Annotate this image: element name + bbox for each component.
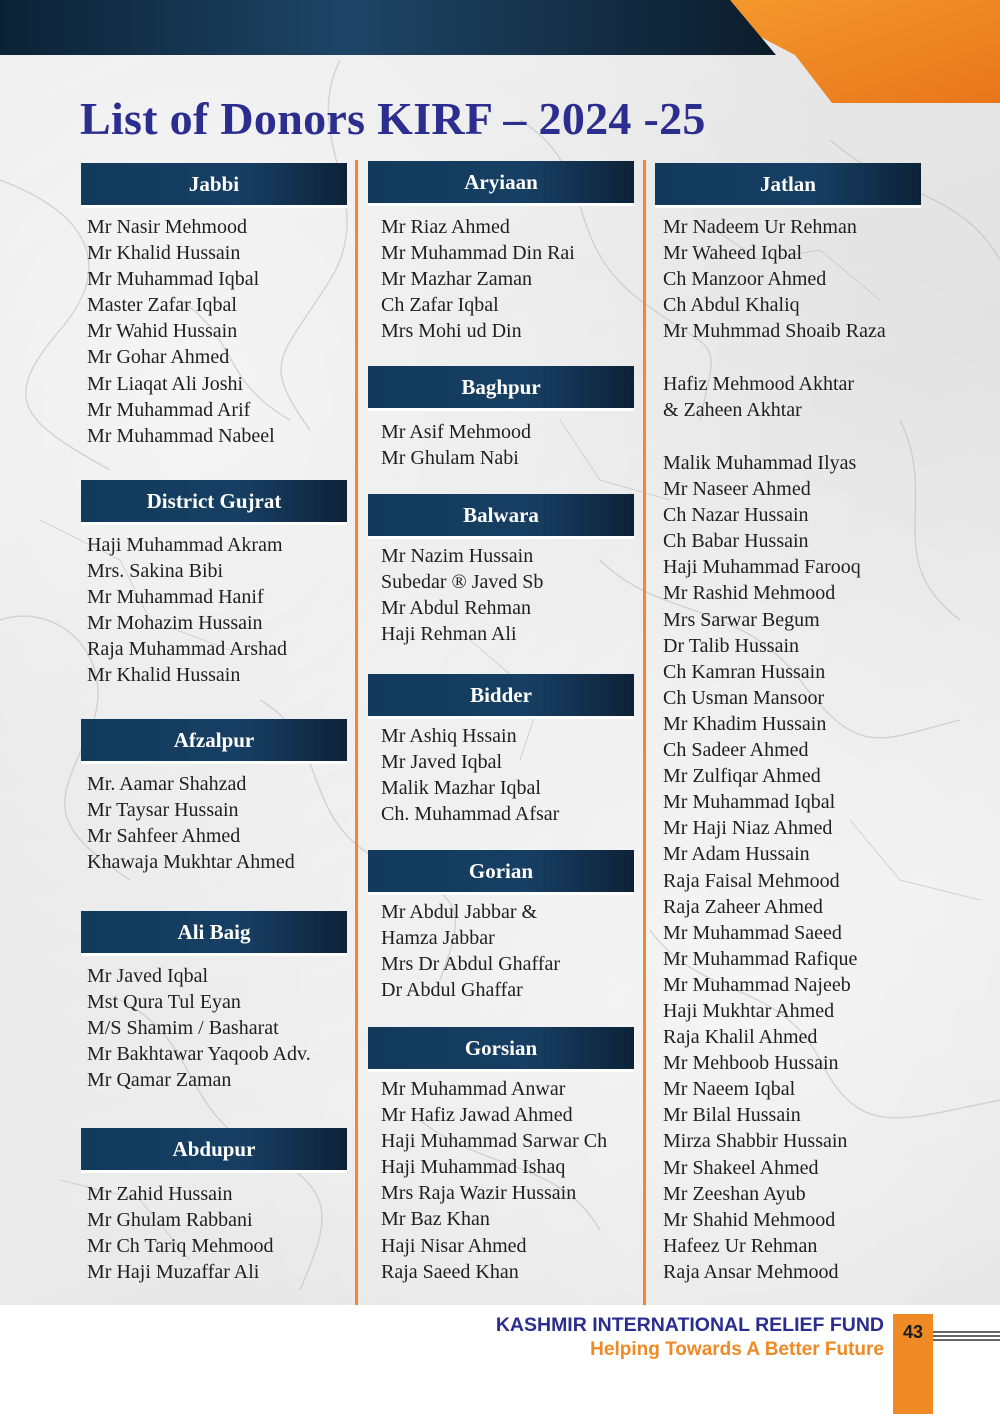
section-header-district-gujrat: District Gujrat (81, 480, 347, 522)
donor-name: Mr Bakhtawar Yaqoob Adv. (87, 1043, 311, 1066)
donor-name: Mr. Aamar Shahzad (87, 773, 247, 795)
donor-list-balwara (381, 543, 543, 647)
section-header-abdupur: Abdupur (81, 1128, 347, 1170)
donor-name: Mr Zulfiqar Ahmed (663, 765, 821, 788)
section-header-bidder: Bidder (368, 674, 634, 716)
donor-name: Haji Mukhtar Ahmed (663, 999, 835, 1022)
donor-name: Hafeez Ur Rehman (663, 1234, 818, 1257)
donor-name: Mr Ch Tariq Mehmood (87, 1235, 274, 1258)
donor-name: Mrs Dr Abdul Ghaffar (381, 953, 561, 976)
donor-name: Mr Ashiq Hssain (381, 725, 517, 747)
donor-name: Mr Muhammad Rafique (663, 947, 858, 970)
donor-name: Dr Talib Hussain (663, 634, 799, 657)
donor-name: Mr Wahid Hussain (87, 320, 238, 343)
donor-name: Mr Muhammad Iqbal (87, 268, 260, 291)
footer-rule-lines (933, 1330, 1000, 1342)
donor-name: Mr Khadim Hussain (663, 712, 827, 735)
page-title: List of Donors KIRF – 2024 -25 (80, 93, 706, 144)
donor-name: Mr Khalid Hussain (87, 242, 241, 265)
donor-name: Mst Qura Tul Eyan (87, 991, 241, 1014)
donor-name: Mr Waheed Iqbal (663, 242, 803, 265)
section-header-ali-baig: Ali Baig (81, 911, 347, 953)
donor-name: Mr Javed Iqbal (381, 751, 503, 774)
donor-name: Mr Abdul Rehman (381, 597, 531, 620)
donor-name: Haji Muhammad Akram (87, 534, 283, 556)
donor-name: Raja Zaheer Ahmed (663, 895, 823, 918)
donor-name: Mr Haji Muzaffar Ali (87, 1261, 260, 1284)
donor-name: Ch Zafar Iqbal (381, 294, 499, 317)
donor-name: Malik Muhammad Ilyas (663, 452, 857, 474)
donor-name: Ch Abdul Khaliq (663, 294, 800, 317)
donor-name: Mr Khalid Hussain (87, 664, 241, 687)
donor-name: Mr Mazhar Zaman (381, 268, 533, 291)
donor-name: Mr Asif Mehmood (381, 421, 531, 443)
donor-name: Mr Muhammad Nabeel (87, 424, 275, 447)
donor-name: Mr Zahid Hussain (87, 1183, 233, 1205)
donor-name: Mr Adam Hussain (663, 843, 810, 866)
donor-name: Mr Mohazim Hussain (87, 612, 263, 635)
organization-name: KASHMIR INTERNATIONAL RELIEF FUND (495, 1314, 884, 1336)
donor-name: Ch Kamran Hussain (663, 660, 826, 683)
donor-name: Haji Rehman Ali (381, 623, 517, 646)
donor-name: Malik Mazhar Iqbal (381, 777, 541, 800)
donor-name: Mr Ghulam Rabbani (87, 1209, 253, 1232)
donor-name: Mr Muhammad Hanif (87, 586, 264, 609)
donor-name: Mr Baz Khan (381, 1208, 490, 1231)
donor-name: Mr Shahid Mehmood (663, 1208, 836, 1231)
donor-list-gorian (381, 899, 560, 1003)
donor-name: Raja Muhammad Arshad (87, 638, 287, 661)
donor-list-bidder (381, 723, 559, 827)
section-header-jatlan: Jatlan (655, 163, 921, 205)
donor-name: Mrs Mohi ud Din (381, 320, 522, 343)
donor-name: M/S Shamim / Basharat (87, 1017, 279, 1040)
donor-list-jatlan-1 (663, 214, 886, 344)
donor-name: Raja Ansar Mehmood (663, 1260, 839, 1283)
donor-name: Subedar ® Javed Sb (381, 571, 544, 594)
donor-list-jatlan-2 (663, 371, 854, 423)
donor-name: Mr Riaz Ahmed (381, 216, 510, 238)
donor-list-jatlan-3 (663, 450, 861, 1285)
donor-list-ali-baig (87, 963, 311, 1093)
donor-name: Mr Muhammad Iqbal (663, 791, 836, 814)
donor-name: Mr Abdul Jabbar & (381, 901, 538, 923)
section-header-aryiaan: Aryiaan (368, 161, 634, 203)
donor-list-jabbi (87, 214, 275, 449)
donor-list-abdupur (87, 1181, 274, 1285)
donor-name: Mr Muhammad Arif (87, 398, 251, 421)
donor-name: Haji Muhammad Sarwar Ch (381, 1130, 608, 1153)
donor-name: Mr Haji Niaz Ahmed (663, 817, 833, 840)
donor-list-gorsian (381, 1076, 607, 1285)
donor-name: Mr Taysar Hussain (87, 799, 239, 822)
donor-name: Mr Naeem Iqbal (663, 1078, 796, 1101)
header-graphic (0, 0, 1000, 105)
page-number: 43 (902, 1322, 924, 1342)
donor-name: Mr Bilal Hussain (663, 1104, 801, 1127)
donor-name: Mr Nasir Mehmood (87, 216, 247, 238)
donor-name: Mr Muhammad Saeed (663, 921, 842, 944)
donor-name: Mr Javed Iqbal (87, 965, 209, 987)
donor-name: Raja Faisal Mehmood (663, 869, 840, 892)
donor-name: Haji Muhammad Farooq (663, 556, 861, 579)
donor-name: Mrs Raja Wazir Hussain (381, 1182, 577, 1205)
donor-name: Mr Sahfeer Ahmed (87, 825, 241, 848)
donor-list-aryiaan (381, 214, 575, 344)
section-header-baghpur: Baghpur (368, 366, 634, 408)
donor-list-baghpur (381, 419, 531, 471)
section-header-gorsian: Gorsian (368, 1027, 634, 1069)
donor-name: Ch. Muhammad Afsar (381, 803, 560, 826)
donor-name: Mr Nazim Hussain (381, 545, 534, 567)
donor-name: Raja Saeed Khan (381, 1260, 519, 1283)
donor-name: Mirza Shabbir Hussain (663, 1130, 848, 1153)
donor-name: & Zaheen Akhtar (663, 399, 802, 422)
donor-list-district-gujrat (87, 532, 287, 689)
donor-list-afzalpur (87, 771, 295, 875)
donor-name: Mr Liaqat Ali Joshi (87, 372, 244, 395)
donor-name: Mr Muhammad Anwar (381, 1078, 566, 1100)
donor-name: Mr Hafiz Jawad Ahmed (381, 1104, 573, 1127)
section-header-gorian: Gorian (368, 850, 634, 892)
donor-name: Hafiz Mehmood Akhtar (663, 373, 855, 395)
donor-name: Mrs Sarwar Begum (663, 608, 820, 631)
donor-name: Mr Rashid Mehmood (663, 582, 836, 605)
donor-name: Ch Manzoor Ahmed (663, 268, 827, 291)
donor-name: Dr Abdul Ghaffar (381, 979, 523, 1002)
donor-name: Mr Ghulam Nabi (381, 447, 519, 470)
donor-name: Mr Muhmmad Shoaib Raza (663, 320, 886, 343)
section-header-balwara: Balwara (368, 494, 634, 536)
section-header-jabbi: Jabbi (81, 163, 347, 205)
donor-name: Mr Naseer Ahmed (663, 478, 811, 501)
donor-name: Mr Qamar Zaman (87, 1069, 232, 1092)
donor-name: Mr Zeeshan Ayub (663, 1182, 806, 1205)
donor-name: Hamza Jabbar (381, 927, 495, 950)
donor-name: Mr Nadeem Ur Rehman (663, 216, 857, 238)
donor-name: Mr Muhammad Najeeb (663, 973, 851, 996)
tagline: Helping Towards A Better Future (590, 1339, 884, 1360)
column-divider-right (643, 160, 646, 1308)
donor-name: Mr Muhammad Din Rai (381, 242, 575, 265)
donor-name: Haji Nisar Ahmed (381, 1234, 527, 1257)
donor-name: Ch Usman Mansoor (663, 686, 825, 709)
donor-name: Ch Nazar Hussain (663, 504, 809, 527)
donor-name: Mrs. Sakina Bibi (87, 560, 224, 583)
donor-name: Khawaja Mukhtar Ahmed (87, 851, 295, 874)
donor-name: Ch Babar Hussain (663, 530, 809, 553)
donor-name: Master Zafar Iqbal (87, 294, 237, 317)
column-divider-left (355, 160, 358, 1308)
donor-name: Haji Muhammad Ishaq (381, 1156, 566, 1179)
section-header-afzalpur: Afzalpur (81, 719, 347, 761)
donor-name: Raja Khalil Ahmed (663, 1026, 818, 1049)
donor-name: Mr Shakeel Ahmed (663, 1156, 819, 1179)
donor-name: Ch Sadeer Ahmed (663, 739, 809, 762)
donor-name: Mr Mehboob Hussain (663, 1052, 839, 1075)
donor-name: Mr Gohar Ahmed (87, 346, 230, 369)
